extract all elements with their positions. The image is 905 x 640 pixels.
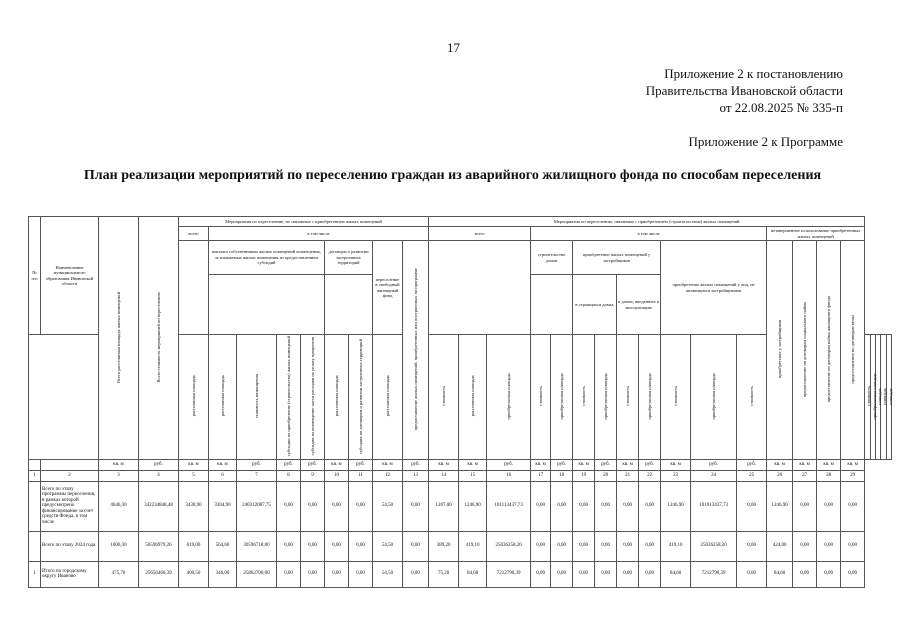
nez1-header: приобретение у застройщиков [767, 241, 793, 460]
nez3-header: предоставление по договорам найма жилищного фонда [817, 241, 841, 460]
h-dogovory-sv: субсидия по договорам о развитии застроенных территорий [349, 335, 373, 460]
h-rass-area3: расселяемая площадь [325, 335, 349, 460]
h-c29: площадь [886, 335, 891, 460]
h-priobr-area3: приобретаемая площадь [595, 335, 617, 460]
vtomchisle-b: в том числе [531, 227, 767, 241]
h-stoimost2: стоимость [429, 335, 459, 460]
nez4-header: предоставление по договорам мены [841, 241, 865, 460]
h-stoimost4: стоимость [573, 335, 595, 460]
pereselenie-header: переселение в свободный жилищный фонд [373, 241, 403, 335]
group-a-header: Мероприятия по переселению, не связанные с приобретением жилых помещений [179, 217, 429, 227]
col-total-cost: Всего стоимость мероприятий по переселению [139, 217, 179, 460]
h-priobr-area: приобретаемая площадь [487, 335, 531, 460]
h-rass-area2: расселяемая площадь [209, 335, 237, 460]
h-rass-area4: расселяемая площадь [373, 335, 403, 460]
table-row: Всего по этапу 2024 года 1006,30 56596979,26 619,00 564,60 30596718,00 0,00 0,00 0,00 0,00 54,50 0,00 389,20 419,10 25036258,20 0,00 0,00 0,00 0,00 0,00 0,00 419,10 25036258,20 0,00 424,00 0,00 0,00 0,00 [29, 531, 892, 561]
v-stroyash-header: в строящихся домах [573, 275, 617, 335]
h-stoimost-vozm: стоимость возмещения [237, 335, 277, 460]
vyplata-header: выплата собственникам жилых помещений возмещения, за изымаемые жилые помещения из предоставлением субсидий [209, 241, 325, 275]
h-priobr-area2: приобретаемая площадь [551, 335, 573, 460]
document-title: План реализации мероприятий по переселению граждан из аварийного жилищного фонда по способам переселения [83, 168, 822, 183]
priobretenie-zastr-header: приобретение жилых помещений у застройщиков [573, 241, 661, 275]
h-subsidii: субсидии на приобретение (строительство) жилых помещений [277, 335, 301, 460]
h-stoimost8: стоимость [865, 335, 870, 460]
h-rass-area: расселяемая площадь [179, 335, 209, 460]
nezavershennye-header: незавершенное использование приобретенных жилых помещений [767, 227, 865, 241]
appendix-line: Правительства Ивановской области [645, 83, 843, 98]
h-stoimost6: стоимость [661, 335, 691, 460]
priobretenie-ne-zastr-header: приобретение жилых помещений у лиц, не являющихся застройщиками [661, 241, 767, 335]
program-appendix: Приложение 2 к Программе [688, 134, 843, 149]
table-row: 1 Итого по городскому округу Иваново 475,70 25656460,39 400,50 346,00 25862700,00 0,00 0,00 0,00 0,00 54,50 0,00 75,20 84,60 7212790,39 0,00 0,00 0,00 0,00 0,00 0,00 84,60 7212790,39 0,00 84,60 0,00 0,00 0,00 [29, 561, 892, 587]
h-priobr-area5: приобретаемая площадь [691, 335, 737, 460]
vsego-b: всего [429, 227, 531, 241]
h-stoimost3: стоимость [531, 335, 551, 460]
h-stoimost5: стоимость [617, 335, 639, 460]
col-no: № п/п [29, 217, 41, 335]
plan-table [28, 216, 892, 588]
col-municipality: Наименование муниципального образования Ивановской области [41, 217, 99, 335]
h-c27: площадь [875, 335, 880, 460]
dogovory-header: договоры о развитии застроенных территорий [325, 241, 373, 275]
col-total-area: Всего расселяемая площадь жилых помещений [99, 217, 139, 460]
page-number: 17 [447, 40, 460, 55]
v-domah-header: в домах, введенных в эксплуатацию [617, 275, 661, 335]
column-numbers-row: 1 2 3 4 5 6 7 8 9 10 11 12 13 14 15 16 17 18 19 20 21 22 23 24 25 26 27 28 29 [29, 470, 892, 481]
h-c28: площадь [881, 335, 886, 460]
appendix-header [646, 65, 843, 116]
h-c26: приобретаемая площадь [870, 335, 875, 460]
h-rass-area5: расселяемая площадь [459, 335, 487, 460]
h-subsidii2: субсидии на возмещение части расходов на уплату процентов [301, 335, 325, 460]
vtomchisle-a: в том числе [209, 227, 429, 241]
units-row: кв. м руб. кв. м кв. м руб. руб. руб. кв. м руб. кв. м руб. кв. м кв. м руб. кв. м руб. кв. м руб. кв. м руб. кв. м руб. руб. кв. м кв. м кв. м кв. м [29, 459, 892, 470]
group-b-header: Мероприятия по переселению, связанные с приобретением (строительством) жилых помещений [429, 217, 865, 227]
stroitelstvo-header: строительство домов [531, 241, 573, 275]
nez2-header: предоставление по договорам социального найма [793, 241, 817, 460]
table-row: Всего по этапу программы переселения, в рамках которой предусмотрено финансирование за счет средств Фонда, в том числе 4646,30 342234848,48 3430,90 3304,90 240312087,75 0,00 0,00 0,00 0,00 54,50 0,00 1207,00 1246,90 101113437,73 0,00 0,00 0,00 0,00 0,00 0,00 1246,90 101913437,73 0,00 1246,90 0,00 0,00 0,00 [29, 481, 892, 531]
h-priobr-area4: приобретаемая площадь [639, 335, 661, 460]
appendix-line: от 22.08.2025 № 335-п [719, 100, 843, 115]
predostavlenie-header: предоставление жилых помещений, приобретенных или построенных по программе [403, 241, 429, 460]
appendix-line: Приложение 2 к постановлению [664, 66, 843, 81]
h-stoimost7: стоимость [737, 335, 767, 460]
vsego-a: всего [179, 227, 209, 241]
